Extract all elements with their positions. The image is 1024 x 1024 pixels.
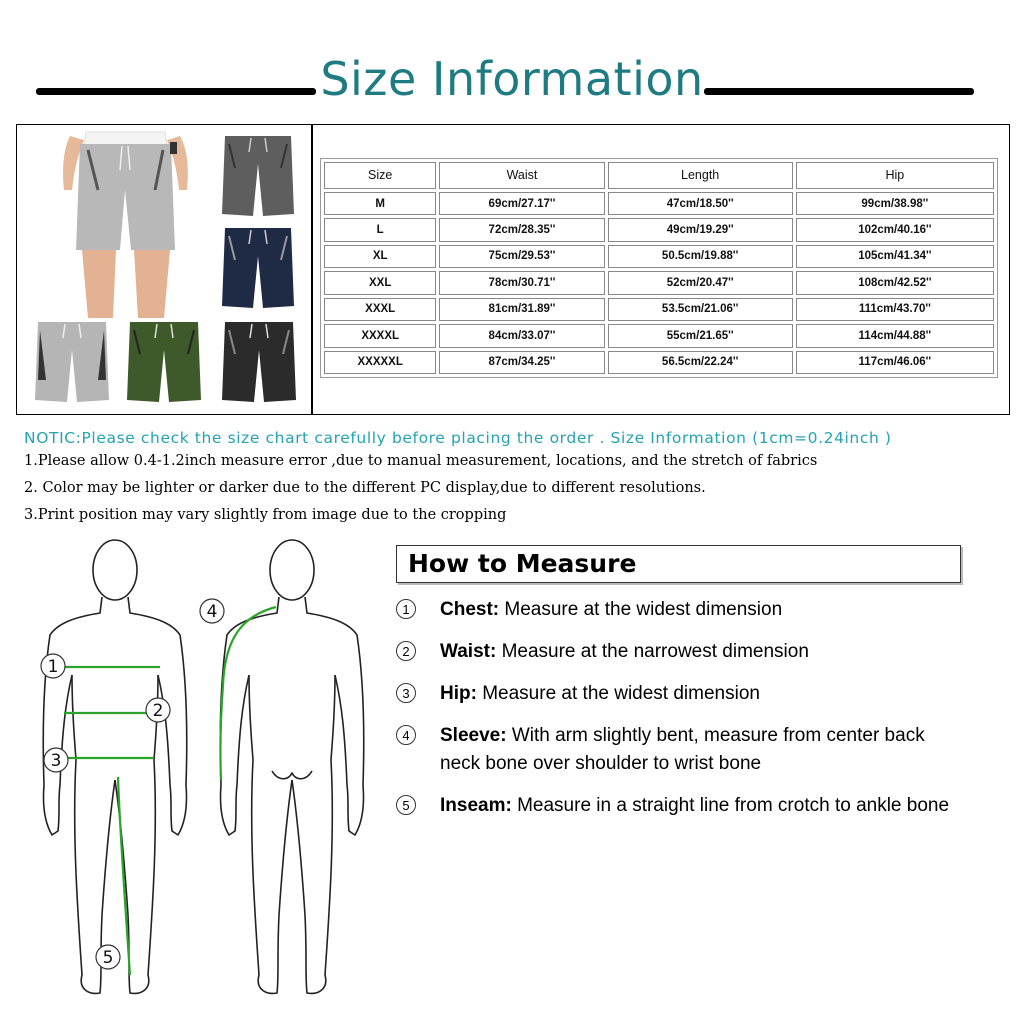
figure-marker-inseam: 5 <box>102 948 114 968</box>
measure-label: Waist: <box>440 641 497 662</box>
cell-size: XL <box>324 245 436 268</box>
model-photo <box>58 130 193 320</box>
measure-label: Hip: <box>440 683 477 704</box>
cell-size: XXXXXL <box>324 351 436 374</box>
table-row <box>324 271 994 294</box>
measure-label: Sleeve: <box>440 725 507 746</box>
cell-hip: 114cm/44.88'' <box>796 324 994 347</box>
body-measurement-diagram <box>20 535 370 1005</box>
cell-size: XXL <box>324 271 436 294</box>
measure-description: Measure at the widest dimension <box>499 599 783 620</box>
page-title: Size Information <box>320 52 704 106</box>
table-row <box>324 298 994 321</box>
shorts-image-black <box>221 320 297 404</box>
cell-waist: 87cm/34.25'' <box>439 351 604 374</box>
cell-hip: 111cm/43.70'' <box>796 298 994 321</box>
figure-marker-hip: 3 <box>50 751 62 771</box>
cell-length: 56.5cm/22.24'' <box>608 351 793 374</box>
note-2: 2. Color may be lighter or darker due to the different PC display,due to different resolutions. <box>24 480 706 496</box>
measure-number: 3 <box>396 683 416 703</box>
header-hip: Hip <box>796 162 994 189</box>
cell-size: XXXXL <box>324 324 436 347</box>
cell-length: 49cm/19.29'' <box>608 218 793 241</box>
shorts-image-light-gray <box>34 320 110 404</box>
panel-divider <box>311 124 313 415</box>
measure-number: 2 <box>396 641 416 661</box>
cell-size: L <box>324 218 436 241</box>
cell-hip: 99cm/38.98'' <box>796 192 994 215</box>
cell-waist: 81cm/31.89'' <box>439 298 604 321</box>
cell-hip: 102cm/40.16'' <box>796 218 994 241</box>
cell-length: 47cm/18.50'' <box>608 192 793 215</box>
cell-size: XXXL <box>324 298 436 321</box>
cell-waist: 69cm/27.17'' <box>439 192 604 215</box>
table-row <box>324 192 994 215</box>
shorts-image-navy <box>221 226 295 310</box>
measure-description: Measure at the narrowest dimension <box>496 641 809 662</box>
title-rule-left <box>36 88 316 95</box>
table-row <box>324 245 994 268</box>
measure-number: 1 <box>396 599 416 619</box>
header-size: Size <box>324 162 436 189</box>
header-waist: Waist <box>439 162 604 189</box>
measure-label: Inseam: <box>440 795 512 816</box>
cell-waist: 84cm/33.07'' <box>439 324 604 347</box>
measure-label: Chest: <box>440 599 500 620</box>
shorts-image-dark-gray <box>221 134 295 218</box>
cell-hip: 108cm/42.52'' <box>796 271 994 294</box>
table-row <box>324 324 994 347</box>
measure-description: With arm slightly bent, measure from center back neck bone over shoulder to wrist bone <box>440 725 925 774</box>
cell-hip: 117cm/46.06'' <box>796 351 994 374</box>
size-notice: NOTIC:Please check the size chart carefully before placing the order . Size Information (1cm=0.24inch ) <box>24 429 892 447</box>
cell-waist: 78cm/30.71'' <box>439 271 604 294</box>
table-row <box>324 351 994 374</box>
note-1: 1.Please allow 0.4-1.2inch measure error ,due to manual measurement, locations, and the stretch of fabrics <box>24 453 818 469</box>
cell-length: 52cm/20.47'' <box>608 271 793 294</box>
measure-number: 5 <box>396 795 416 815</box>
how-to-measure-title: How to Measure <box>408 549 637 578</box>
cell-waist: 75cm/29.53'' <box>439 245 604 268</box>
measure-description: Measure in a straight line from crotch to ankle bone <box>511 795 950 816</box>
cell-size: M <box>324 192 436 215</box>
cell-waist: 72cm/28.35'' <box>439 218 604 241</box>
cell-length: 55cm/21.65'' <box>608 324 793 347</box>
table-header-row <box>324 162 994 189</box>
measure-description: Measure at the widest dimension <box>476 683 760 704</box>
cell-length: 50.5cm/19.88'' <box>608 245 793 268</box>
figure-marker-sleeve: 4 <box>206 602 218 622</box>
cell-length: 53.5cm/21.06'' <box>608 298 793 321</box>
figure-marker-waist: 2 <box>152 701 164 721</box>
cell-hip: 105cm/41.34'' <box>796 245 994 268</box>
size-table <box>320 158 998 378</box>
header-length: Length <box>608 162 793 189</box>
figure-marker-chest: 1 <box>47 657 59 677</box>
table-row <box>324 218 994 241</box>
measure-number: 4 <box>396 725 416 745</box>
title-rule-right <box>704 88 974 95</box>
shorts-image-army-green <box>126 320 202 404</box>
note-3: 3.Print position may vary slightly from image due to the cropping <box>24 507 507 523</box>
